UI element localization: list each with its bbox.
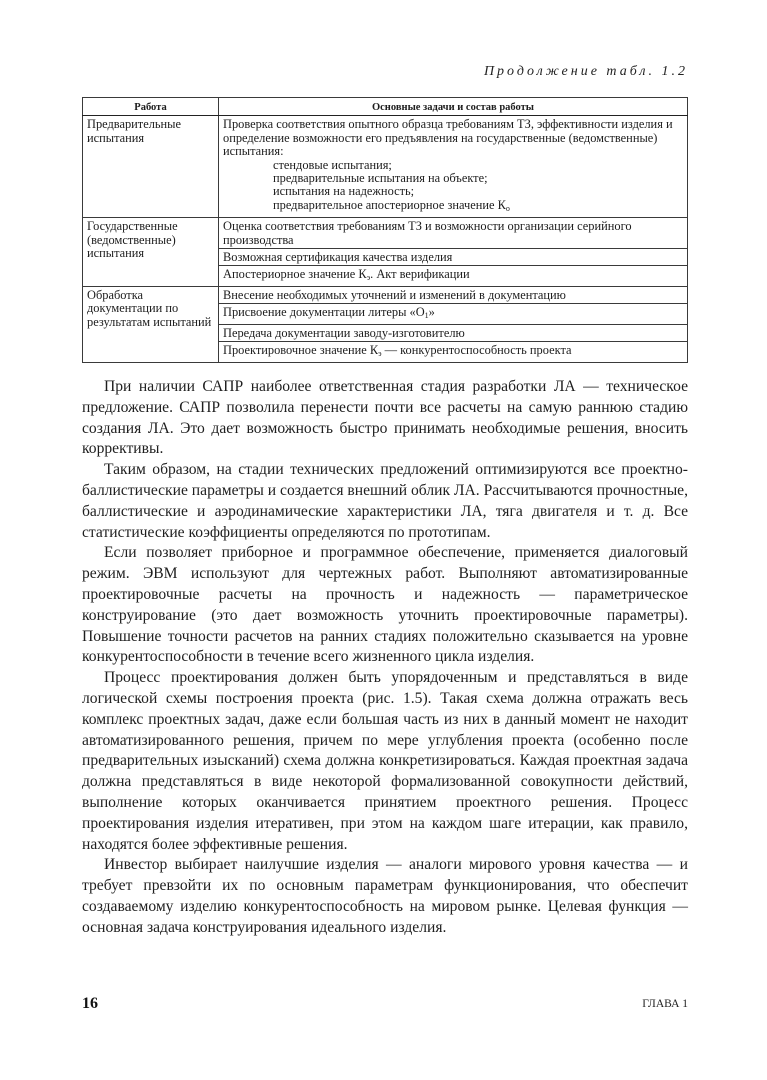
task-subitem: испытания на надежность; <box>273 184 415 199</box>
task-cell <box>219 266 688 286</box>
task-text: Присвоение документации литеры «О <box>223 305 425 320</box>
task-cell <box>219 342 688 362</box>
work-cell: Государственные (ведомственные) испытания <box>83 218 219 287</box>
task-cell: Оценка соответствия требованиям ТЗ и возможности организации серийного производства <box>219 218 688 249</box>
task-cell: Передача документации заводу-изготовителю <box>219 324 688 341</box>
task-text: Проектировочное значение К <box>223 343 379 358</box>
subscript: о <box>505 203 510 213</box>
subscript: э <box>378 349 382 359</box>
task-subitem: стендовые испытания; <box>273 157 392 172</box>
task-subitem-with-subscript <box>223 199 683 215</box>
task-cell: Внесение необходимых уточнений и изменений в документацию <box>219 286 688 303</box>
task-text: Апостериорное значение К <box>223 267 367 282</box>
work-cell: Обработка документации по результатам испытаний <box>83 286 219 362</box>
table-row <box>83 218 688 249</box>
subscript: э <box>366 273 371 283</box>
page-number: 16 <box>82 995 98 1012</box>
paragraph: При наличии САПР наиболее ответственная стадия разработки ЛА — техническое предложение. САПР позволила перенести почти все расчеты на самую раннюю стадию создания ЛА. Это дает возможность быстро принимать необходимые решения, вносить коррективы. <box>82 378 688 458</box>
task-cell <box>219 304 688 324</box>
column-header-work: Работа <box>83 98 219 116</box>
task-cell: Возможная сертификация качества изделия <box>219 249 688 266</box>
table-row <box>83 116 688 218</box>
task-text: » <box>428 305 435 320</box>
paragraph: Если позволяет приборное и программное обеспечение, применяется диалоговый режим. ЭВМ используют для чертежных работ. Выполняют автоматизированные проектировочные расчеты на прочность и надежность — параметрическое конструирование (это дает возможность уточнить проектировочные параметры). Повышение точности расчетов на ранних стадиях положительно сказывается на уровне конкурентоспособности в течение всего жизненного цикла изделия. <box>82 544 688 666</box>
task-subitem-text: предварительное апостериорное значение К <box>273 197 506 212</box>
work-cell: Предварительные испытания <box>83 116 219 218</box>
paragraph: Инвестор выбирает наилучшие изделия — аналоги мирового уровня качества — и требует превзойти их по основным параметрам функционирования, что обеспечит создаваемому изделию конкурентоспособность на мировом рынке. Целевая функция — основная задача конструирования идеального изделия. <box>82 856 688 936</box>
table-row <box>83 286 688 303</box>
task-cell <box>219 116 688 218</box>
works-table <box>82 97 688 363</box>
task-subitem: предварительные испытания на объекте; <box>273 171 488 186</box>
running-head: Продолжение табл. 1.2 <box>483 64 688 79</box>
table-header-row <box>83 98 688 116</box>
column-header-tasks: Основные задачи и состав работы <box>219 98 688 116</box>
task-text: Проверка соответствия опытного образца требованиям ТЗ, эффективности изделия и определение возможности его предъявления на государственные (ведомственные) испытания: <box>223 117 673 159</box>
body-text <box>82 377 688 939</box>
paragraph: Процесс проектирования должен быть упорядоченным и представляться в виде логической схемы построения проекта (рис. 1.5). Такая схема должна отражать весь комплекс проектных задач, даже если большая часть из них в данный момент не находит автоматизированного решения, причем по мере углубления проекта (особенно после предварительных изысканий) схема должна конкретизироваться. Каждая проектная задача должна представляться в виде некоторой формализованной совокупности действий, выполнение которых оканчивается принятием проектного решения. Процесс проектирования изделия итеративен, при этом на каждом шаге итерации, как правило, находятся более эффективные решения. <box>82 669 688 853</box>
paragraph: Таким образом, на стадии технических предложений оптимизируются все проектно-баллистические параметры и создается внешний облик ЛА. Рассчитываются прочностные, баллистические и аэродинамические характеристики ЛА, тяга двигателя и т. д. Все статистические коэффициенты определяются по прототипам. <box>82 461 688 541</box>
chapter-label: ГЛАВА 1 <box>642 998 688 1010</box>
task-text: — конкурентоспособность проекта <box>381 343 572 358</box>
task-text: . Акт верификации <box>370 267 470 282</box>
subscript: 1 <box>424 311 429 321</box>
